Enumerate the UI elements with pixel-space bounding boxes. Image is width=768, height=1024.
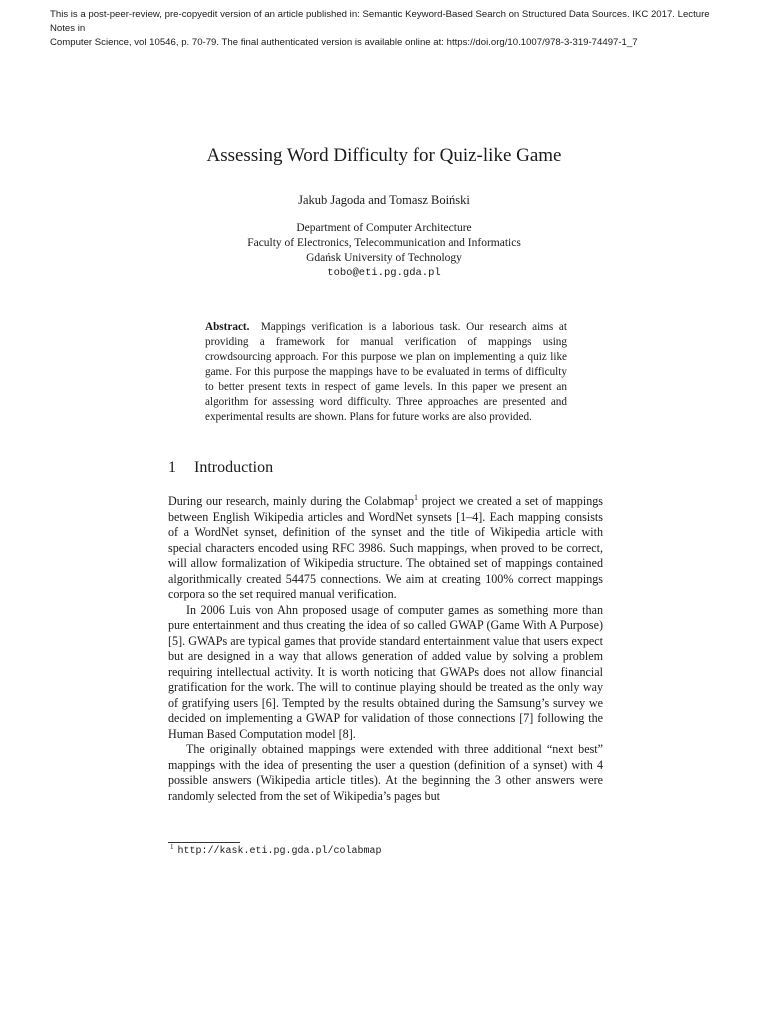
- paragraph-3: The originally obtained mappings were extended with three additional “next best” mappings with the idea of presenting the user a question (definition of a synset) with 4 possible answers (Wikipedia article titles). At the beginning the 3 other answers were randomly selected from the set of Wikipedia’s pages but: [168, 742, 603, 803]
- notice-line-1: This is a post-peer-review, pre-copyedit version of an article published in: Semantic Keyword-Based Search on Structured Data Sources. IKC 2017. Lecture Notes in: [50, 9, 710, 34]
- abstract-label: Abstract.: [205, 321, 250, 333]
- affiliation-block: [0, 221, 768, 281]
- section-title: Introduction: [194, 459, 274, 476]
- abstract-text: Mappings verification is a laborious task. Our research aims at providing a framework for manual verification of mappings using crowdsourcing approach. For this purpose we plan on implementing a quiz like game. For this purpose the mappings have to be evaluated in terms of difficulty to better present texts in respect of game levels. In this paper we present an algorithm for assessing word difficulty. Three approaches are presented and experimental results are shown. Plans for future works are also provided.: [205, 321, 568, 423]
- author-email: tobo@eti.pg.gda.pl: [327, 267, 441, 279]
- paragraph-2: In 2006 Luis von Ahn proposed usage of computer games as something more than pure entertainment and thus creating the idea of so called GWAP (Game With A Purpose) [5]. GWAPs are typical games that provide standard entertainment value that users expect but are designed in a way that allows generation of added value by solving a problem requiring intellectual activity. It is worth noticing that GWAPs does not allow financial gratification for the work. The will to continue playing should be treated as the only way of gratifying users [6]. Tempted by the results obtained during the Samsung’s survey we decided on implementing a GWAP for validation of those connections [7] following the Human Based Computation model [8].: [168, 602, 603, 741]
- section-heading: [168, 459, 273, 477]
- footnote-divider: [168, 842, 240, 843]
- footnote: [170, 842, 382, 857]
- affiliation-department: Department of Computer Architecture: [296, 222, 472, 234]
- affiliation-university: Gdańsk University of Technology: [306, 252, 462, 264]
- paragraph-1-start: During our research, mainly during the Colabmap: [168, 494, 415, 508]
- notice-line-2: Computer Science, vol 10546, p. 70-79. The final authenticated version is available online at: https://doi.org/10.1007/978-3-319-74497-1_7: [50, 37, 638, 48]
- abstract: [205, 320, 567, 425]
- paragraph-1: [168, 494, 603, 603]
- footnote-url[interactable]: http://kask.eti.pg.gda.pl/colabmap: [177, 846, 382, 857]
- paper-title: Assessing Word Difficulty for Quiz-like Game: [206, 145, 562, 166]
- body-text: [168, 494, 603, 804]
- affiliation-faculty: Faculty of Electronics, Telecommunication and Informatics: [247, 237, 521, 249]
- paragraph-1-rest: project we created a set of mappings between English Wikipedia articles and WordNet synsets [1–4]. Each mapping consists of a WordNet synset, definition of the synset and the title of Wikipedia article with special characters encoded using RFC 3986. Such mappings, when proved to be correct, will allow formalization of Wikipedia structure. The obtained set of mappings contained algorithmically created 54475 connections. We aim at creating 100% correct mappings corpora so the set required manual verification.: [168, 494, 603, 601]
- paper-authors: Jakub Jagoda and Tomasz Boiński: [298, 193, 470, 207]
- footnote-mark: 1: [170, 842, 174, 851]
- publication-notice: [50, 8, 720, 50]
- section-number: 1: [168, 459, 176, 476]
- footnote-ref: 1: [414, 492, 419, 502]
